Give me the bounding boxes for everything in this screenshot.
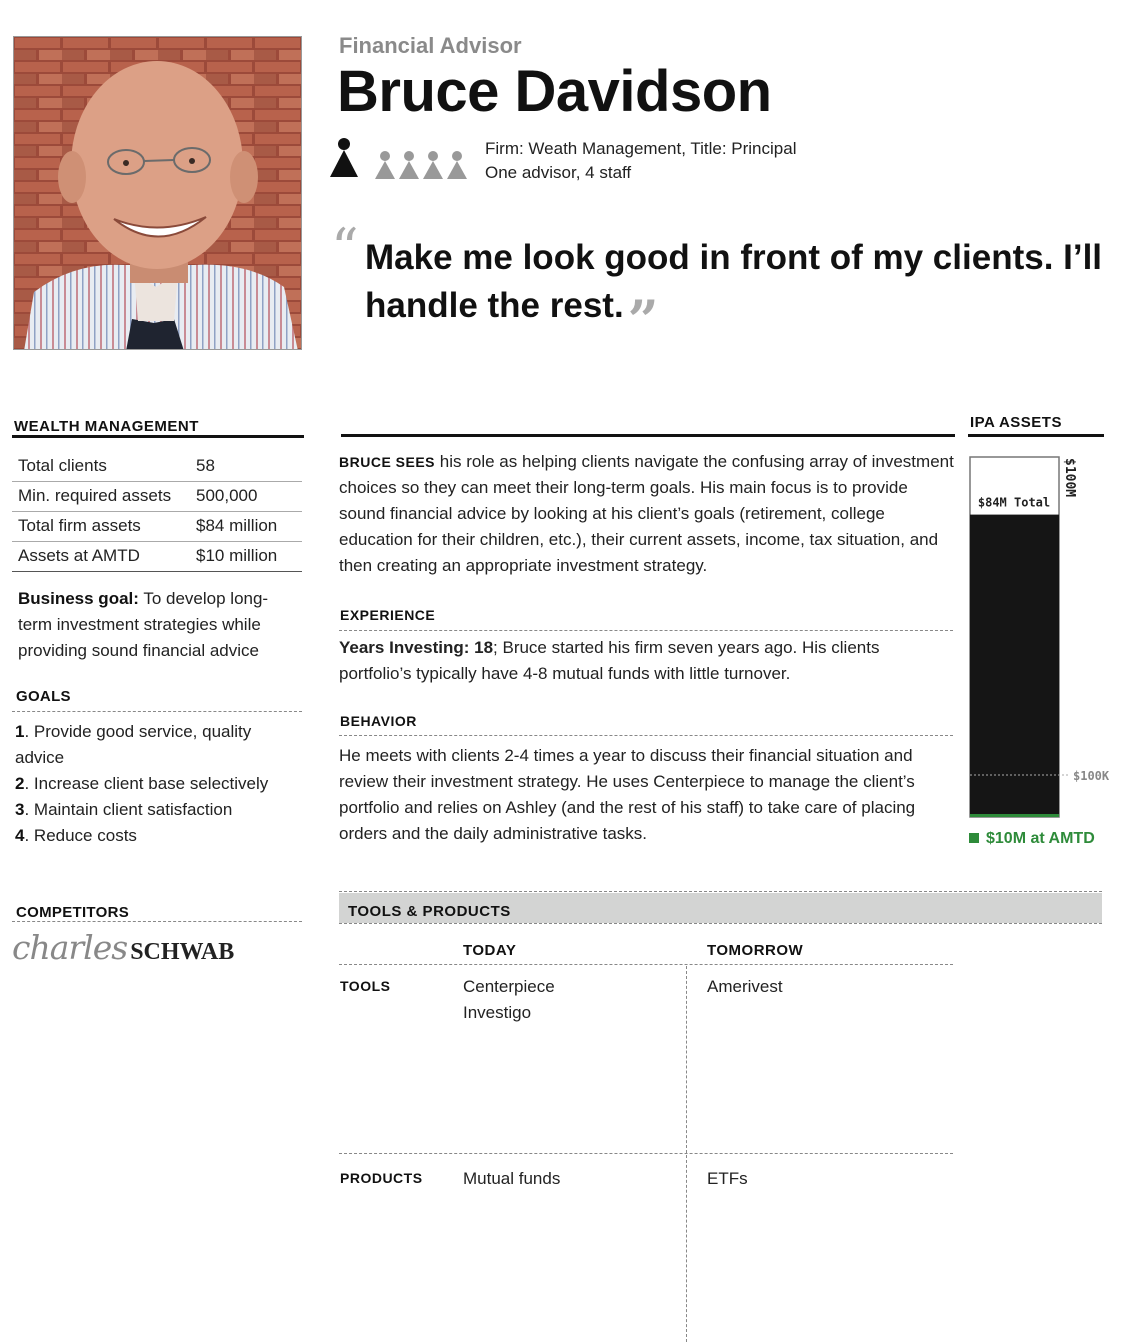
- section-rule: [968, 434, 1104, 437]
- row-label: Min. required assets: [12, 481, 192, 511]
- years-investing: Years Investing: 18: [339, 638, 494, 657]
- row-value: $10 million: [192, 541, 302, 571]
- firm-info: [485, 137, 796, 185]
- row-value: $84 million: [192, 511, 302, 541]
- logo-caps: SCHWAB: [130, 939, 235, 965]
- role-label: Financial Advisor: [339, 33, 522, 58]
- dashed-divider: [339, 964, 953, 965]
- column-divider: [686, 966, 687, 1342]
- assets-bar-chart: [960, 444, 1139, 864]
- quote-open-mark: “: [331, 217, 359, 280]
- total-assets-bar: [970, 515, 1059, 817]
- staff-person-icon: [375, 151, 467, 179]
- ipa-assets-chart: [960, 444, 1139, 864]
- goal-number: 3: [15, 800, 25, 819]
- dashed-divider: [12, 711, 302, 712]
- advisor-photo: [13, 36, 302, 350]
- list-item: ETFs: [707, 1169, 748, 1188]
- list-item: Amerivest: [707, 977, 783, 996]
- tomorrow-column-header: TOMORROW: [707, 942, 804, 959]
- tools-today-list: [463, 974, 555, 1026]
- products-row-label: PRODUCTS: [340, 1170, 423, 1186]
- goal-number: 4: [15, 826, 25, 845]
- table-row: [12, 451, 302, 481]
- staff-count-line: One advisor, 4 staff: [485, 163, 632, 182]
- firm-title-line: Firm: Weath Management, Title: Principal: [485, 139, 797, 158]
- amtd-assets-label: $10M at AMTD: [986, 830, 1095, 847]
- dashed-divider: [339, 1153, 953, 1154]
- goal-number: 1: [15, 722, 25, 741]
- behavior-heading: BEHAVIOR: [340, 713, 417, 729]
- business-goal-label: Business goal:: [18, 589, 139, 608]
- dashed-divider: [339, 891, 1102, 892]
- ipa-assets-heading: IPA ASSETS: [970, 414, 1062, 431]
- tools-row-label: TOOLS: [340, 978, 391, 994]
- scale-max-label: $100M: [1062, 458, 1077, 498]
- competitors-heading: COMPETITORS: [16, 904, 130, 921]
- threshold-label: $100K: [1073, 769, 1110, 783]
- row-label: Assets at AMTD: [12, 541, 192, 571]
- amtd-legend-swatch: [969, 833, 979, 843]
- dashed-divider: [339, 923, 1102, 924]
- row-label: Total clients: [12, 451, 192, 481]
- person-icon-group: [328, 137, 470, 181]
- table-row: [12, 541, 302, 571]
- goal-text: . Increase client base selectively: [24, 774, 269, 793]
- tools-tomorrow-list: [707, 974, 783, 1000]
- advisor-portrait-image: [14, 37, 302, 350]
- goal-text: . Provide good service, quality advice: [15, 722, 252, 767]
- list-item: Investigo: [463, 1003, 532, 1022]
- wealth-management-heading: WEALTH MANAGEMENT: [14, 418, 199, 435]
- row-label: Total firm assets: [12, 511, 192, 541]
- behavior-paragraph: He meets with clients 2-4 times a year to discuss their financial situation and review their investment strategy. He uses Centerpiece to manage the client’s portfolio and relies on Ashley (and the rest of his staff) to take care of placing orders and the daily administrative tasks.: [339, 746, 916, 843]
- quote-close-mark: ”: [627, 288, 659, 352]
- list-item: [15, 797, 300, 823]
- amtd-assets-bar: [970, 814, 1059, 817]
- list-item: [15, 771, 300, 797]
- table-row: [12, 511, 302, 541]
- wealth-management-table: [12, 451, 302, 572]
- dashed-divider: [12, 921, 302, 922]
- experience-text: ; Bruce started his firm seven years ago. His clients portfolio’s typically have 4-8 mutual funds with little turnover.: [339, 638, 880, 683]
- business-goal-text: To develop long-term investment strategies while providing sound financial advice: [18, 589, 269, 660]
- goals-list: [15, 719, 300, 849]
- total-assets-label: $84M Total: [977, 495, 1051, 510]
- goal-text: . Reduce costs: [24, 826, 137, 845]
- list-item: Centerpiece: [463, 977, 555, 996]
- list-item: [15, 823, 300, 849]
- staff-icons: [328, 137, 470, 181]
- bruce-sees-paragraph: [339, 449, 955, 579]
- goal-number: 2: [15, 774, 25, 793]
- list-item: Mutual funds: [463, 1169, 561, 1188]
- products-today-list: [463, 1166, 560, 1192]
- goals-heading: GOALS: [16, 688, 71, 705]
- persona-quote: [365, 234, 1105, 352]
- today-column-header: TODAY: [463, 942, 517, 959]
- section-rule: [12, 435, 304, 438]
- list-item: [15, 719, 300, 771]
- table-row: [12, 481, 302, 511]
- row-value: 500,000: [192, 481, 302, 511]
- business-goal: [18, 586, 300, 664]
- tools-products-header-bar: [339, 893, 1102, 923]
- logo-script: charles: [12, 928, 128, 967]
- tools-products-heading: TOOLS & PRODUCTS: [348, 903, 511, 920]
- bruce-sees-lead: BRUCE SEES: [339, 454, 436, 470]
- section-rule: [341, 434, 955, 437]
- experience-paragraph: [339, 635, 955, 687]
- schwab-logo: [12, 928, 235, 968]
- quote-text: Make me look good in front of my clients. I’ll handle the rest.: [365, 238, 1103, 325]
- bruce-sees-text: his role as helping clients navigate the confusing array of investment choices so they can meet their long-term goals. His main focus is to provide sound financial advice by looking at his client’s goals (retirement, college education for their children, etc.), their current assets, income, tax situation, and then creating an appropriate investment strategy.: [339, 452, 954, 575]
- advisor-name: Bruce Davidson: [337, 59, 772, 124]
- row-value: 58: [192, 451, 302, 481]
- dashed-divider: [339, 735, 953, 736]
- dashed-divider: [339, 630, 953, 631]
- products-tomorrow-list: [707, 1166, 748, 1192]
- experience-heading: EXPERIENCE: [340, 607, 436, 623]
- advisor-person-icon: [330, 138, 358, 177]
- goal-text: . Maintain client satisfaction: [24, 800, 233, 819]
